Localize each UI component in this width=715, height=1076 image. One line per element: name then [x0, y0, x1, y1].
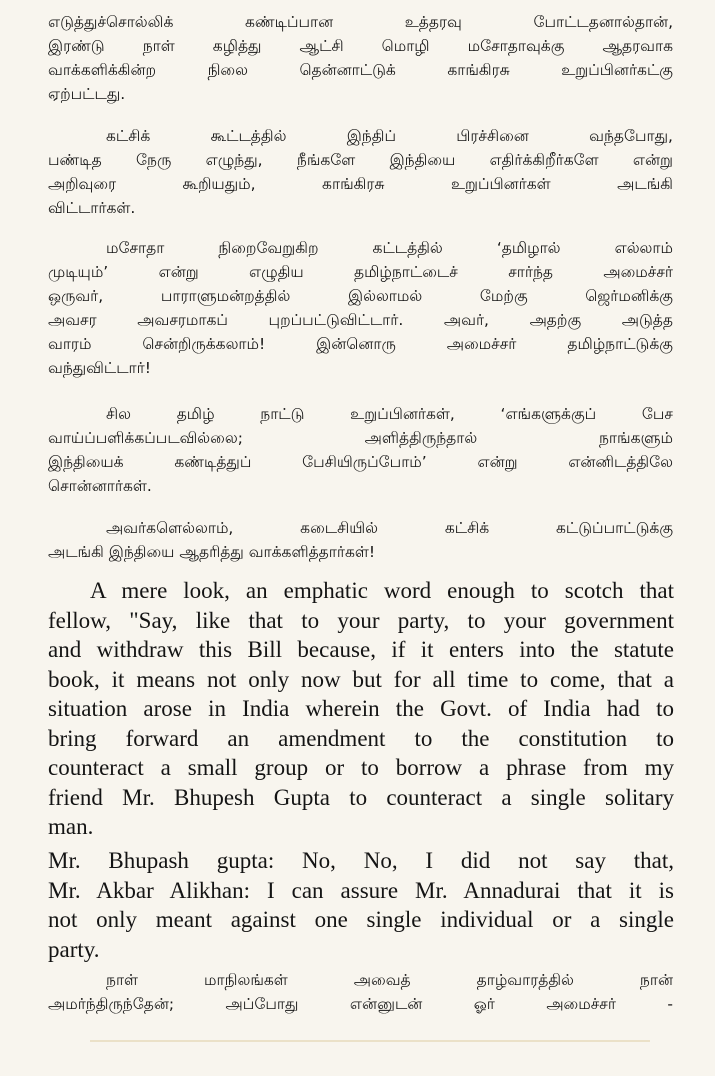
text-line: இரண்டு நாள் கழித்து ஆட்சி மொழி மசோதாவுக்கு ஆதரவாக — [48, 37, 673, 55]
text-line: முடியும்’ என்று எழுதிய தமிழ்நாட்டைச் சார்ந்த அமைச்சர் — [48, 263, 673, 281]
paragraph-4 — [48, 402, 673, 498]
text-line: man. — [48, 814, 94, 839]
english-paragraph-2 — [48, 846, 674, 964]
text-line: வாய்ப்பளிக்கப்படவில்லை; அளித்திருந்தால் நாங்களும் — [48, 429, 673, 447]
text-line: சொன்னார்கள். — [48, 477, 152, 495]
text-line: ஏற்பட்டது. — [48, 85, 126, 103]
text-line: அமர்ந்திருந்தேன்; அப்போது என்னுடன் ஓர் அமைச்சர் - — [48, 995, 673, 1013]
text-line: not only meant against one single individual or a single — [48, 907, 674, 932]
text-line: வந்துவிட்டார்! — [48, 359, 151, 377]
text-line: விட்டார்கள். — [48, 199, 136, 217]
paragraph-3 — [48, 236, 673, 380]
text-line: அறிவுரை கூறியதும், காங்கிரசு உறுப்பினர்கள் அடங்கி — [48, 175, 673, 193]
text-line: வாக்களிக்கின்ற நிலை தென்னாட்டுக் காங்கிரசு உறுப்பினர்கட்கு — [48, 61, 673, 79]
text-line: bring forward an amendment to the constitution to — [48, 725, 674, 751]
text-line: இந்தியைக் கண்டித்துப் பேசியிருப்போம்’ என்று என்னிடத்திலே — [48, 453, 673, 471]
text-line: party. — [48, 936, 100, 962]
paragraph-1 — [48, 10, 673, 106]
paragraph-5 — [48, 516, 673, 564]
text-line: அவர்களெல்லாம், கடைசியில் கட்சிக் கட்டுப்பாட்டுக்கு — [106, 519, 673, 537]
text-line: and withdraw this Bill because, if it enters into the statute — [48, 637, 674, 662]
text-line: சில தமிழ் நாட்டு உறுப்பினர்கள், ‘எங்களுக்குப் பேச — [106, 405, 673, 423]
paragraph-6 — [48, 968, 673, 1016]
english-paragraph-1 — [48, 576, 674, 842]
text-line: situation arose in India wherein the Govt. of India had to — [48, 696, 674, 721]
text-line: Mr. Bhupash gupta: No, No, I did not say that, — [48, 848, 674, 873]
text-line: அவசர அவசரமாகப் புறப்பட்டுவிட்டார். அவர், அதற்கு அடுத்த — [48, 311, 673, 329]
text-line: வாரம் சென்றிருக்கலாம்! இன்னொரு அமைச்சர் தமிழ்நாட்டுக்கு — [48, 335, 673, 353]
paragraph-2 — [48, 124, 673, 220]
text-line: counteract a small group or to borrow a phrase from my — [48, 755, 674, 780]
text-line: பண்டித நேரு எழுந்து, நீங்களே இந்தியை எதிர்க்கிறீர்களே என்று — [48, 151, 673, 169]
text-line: அடங்கி இந்தியை ஆதரித்து வாக்களித்தார்கள்! — [48, 543, 376, 561]
text-line: மசோதா நிறைவேறுகிற கட்டத்தில் ‘தமிழால் எல்லாம் — [106, 239, 673, 257]
text-line: book, it means not only now but for all time to come, that a — [48, 666, 674, 692]
text-line: fellow, "Say, like that to your party, to your government — [48, 607, 674, 633]
text-line: கட்சிக் கூட்டத்தில் இந்திப் பிரச்சினை வந்தபோது, — [106, 127, 673, 145]
text-line: எடுத்துச்சொல்லிக் கண்டிப்பான உத்தரவு போட்டதனால்தான், — [48, 13, 673, 31]
page-bottom-rule — [90, 1040, 650, 1042]
text-line: A mere look, an emphatic word enough to scotch that — [90, 578, 674, 603]
text-line: friend Mr. Bhupesh Gupta to counteract a single solitary — [48, 784, 674, 810]
text-line: ஒருவர், பாராளுமன்றத்தில் இல்லாமல் மேற்கு ஜெர்மனிக்கு — [48, 287, 673, 305]
text-line: Mr. Akbar Alikhan: I can assure Mr. Annadurai that it is — [48, 877, 674, 903]
text-line: நாள் மாநிலங்கள் அவைத் தாழ்வாரத்தில் நான் — [106, 971, 673, 989]
